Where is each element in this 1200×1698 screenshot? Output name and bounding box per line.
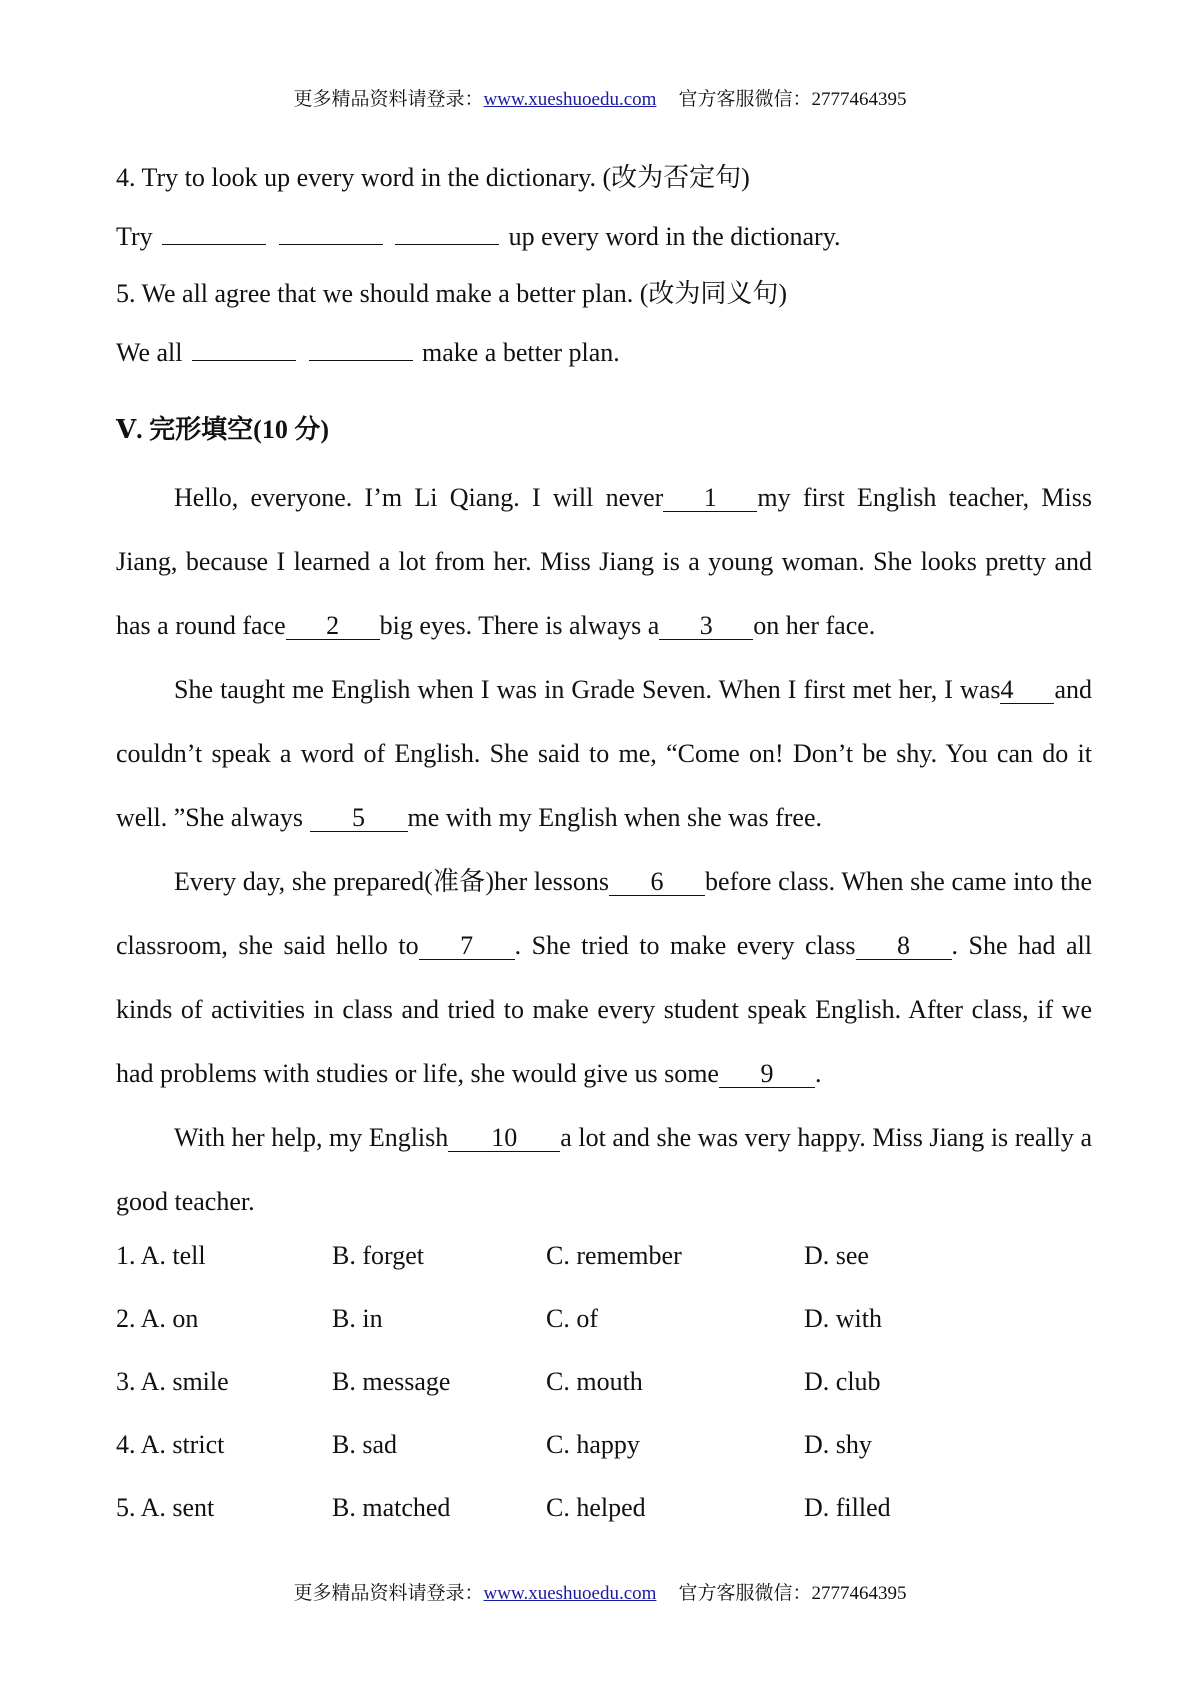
- question-5-prompt: 5. We all agree that we should make a better plan. (改为同义句): [116, 279, 788, 308]
- customer-service: 官方客服微信：2777464395: [678, 89, 907, 110]
- option-d[interactable]: D. see: [804, 1241, 869, 1270]
- option-c[interactable]: C. remember: [546, 1241, 682, 1270]
- passage-text: me with my English when she was free.: [407, 803, 822, 832]
- passage-text: Every day, she prepared(准备)her lessons: [174, 867, 610, 896]
- answer-blank[interactable]: [309, 336, 413, 361]
- question-4-answer-prefix: Try: [116, 222, 153, 251]
- website-link[interactable]: www.xueshuoedu.com: [483, 89, 657, 110]
- options-row: [0, 1429, 1200, 1469]
- section-title: Ⅴ. 完形填空(10 分): [116, 415, 329, 444]
- option-a[interactable]: 1. A. tell: [116, 1241, 206, 1270]
- option-d[interactable]: D. filled: [804, 1493, 891, 1522]
- passage-paragraph-1: [116, 466, 1092, 658]
- options-row: [0, 1303, 1200, 1343]
- answer-blank[interactable]: [395, 220, 499, 245]
- answer-blank[interactable]: [192, 336, 296, 361]
- blank-number: 6: [609, 869, 705, 896]
- option-b[interactable]: B. forget: [332, 1241, 424, 1270]
- passage-text: . She had all kinds of activities in class and tried to make every student speak English. After class, if we had problems with studies or life, she would give us some: [116, 931, 1092, 1088]
- passage-text: a lot and she was very happy. Miss Jiang is really a good teacher.: [116, 1123, 1092, 1216]
- blank-number: 4: [1000, 677, 1054, 704]
- blank-number: 8: [856, 933, 952, 960]
- option-b[interactable]: B. in: [332, 1304, 383, 1333]
- option-b[interactable]: B. message: [332, 1367, 451, 1396]
- passage-text: my first English teacher, Miss Jiang, because I learned a lot from her. Miss Jiang is a young woman. She looks pretty and has a round face: [116, 483, 1092, 640]
- option-c[interactable]: C. of: [546, 1304, 598, 1333]
- option-a[interactable]: 4. A. strict: [116, 1430, 225, 1459]
- question-5-answer-suffix: make a better plan.: [422, 338, 620, 367]
- question-4-answer-suffix: up every word in the dictionary.: [508, 222, 841, 251]
- blank-number: 7: [419, 933, 515, 960]
- option-d[interactable]: D. club: [804, 1367, 881, 1396]
- option-b[interactable]: B. matched: [332, 1493, 451, 1522]
- passage-text: and couldn’t speak a word of English. She said to me, “Come on! Don’t be shy. You can do it well. ”She always: [116, 675, 1092, 832]
- question-5-answer-line: [116, 336, 620, 369]
- answer-blank[interactable]: [162, 220, 266, 245]
- option-d[interactable]: D. with: [804, 1304, 882, 1333]
- passage-text: Hello, everyone. I’m Li Qiang. I will never: [174, 483, 664, 512]
- passage-paragraph-4: [116, 1106, 1092, 1234]
- options-row: [0, 1366, 1200, 1406]
- header-prefix: 更多精品资料请登录：: [293, 89, 484, 110]
- passage-text: With her help, my English: [174, 1123, 449, 1152]
- option-c[interactable]: C. mouth: [546, 1367, 643, 1396]
- option-d[interactable]: D. shy: [804, 1430, 872, 1459]
- passage-paragraph-3: [116, 850, 1092, 1106]
- website-link[interactable]: www.xueshuoedu.com: [483, 1583, 657, 1604]
- blank-number: 10: [448, 1125, 560, 1152]
- passage-text: . She tried to make every class: [514, 931, 856, 960]
- blank-number: 9: [719, 1061, 815, 1088]
- passage-text: .: [814, 1059, 822, 1088]
- page-header: [0, 88, 1200, 112]
- blank-number: 3: [659, 613, 753, 640]
- blank-number: 5: [310, 805, 408, 832]
- option-c[interactable]: C. happy: [546, 1430, 640, 1459]
- passage-paragraph-2: [116, 658, 1092, 850]
- option-a[interactable]: 2. A. on: [116, 1304, 199, 1333]
- question-5-answer-prefix: We all: [116, 338, 183, 367]
- option-a[interactable]: 3. A. smile: [116, 1367, 229, 1396]
- passage-text: She taught me English when I was in Grade Seven. When I first met her, I was: [174, 675, 1001, 704]
- passage-text: before class. When she came into the classroom, she said hello to: [116, 867, 1092, 960]
- passage-text: on her face.: [753, 611, 876, 640]
- option-c[interactable]: C. helped: [546, 1493, 646, 1522]
- answer-blank[interactable]: [279, 220, 383, 245]
- option-a[interactable]: 5. A. sent: [116, 1493, 215, 1522]
- passage-text: big eyes. There is always a: [379, 611, 660, 640]
- option-b[interactable]: B. sad: [332, 1430, 397, 1459]
- page-footer: [0, 1582, 1200, 1606]
- blank-number: 1: [663, 485, 757, 512]
- question-4-answer-line: [116, 220, 841, 253]
- footer-prefix: 更多精品资料请登录：: [293, 1583, 484, 1604]
- blank-number: 2: [286, 613, 380, 640]
- options-row: [0, 1240, 1200, 1280]
- customer-service: 官方客服微信：2777464395: [678, 1583, 907, 1604]
- question-4-prompt: 4. Try to look up every word in the dictionary. (改为否定句): [116, 163, 750, 192]
- options-row: [0, 1492, 1200, 1532]
